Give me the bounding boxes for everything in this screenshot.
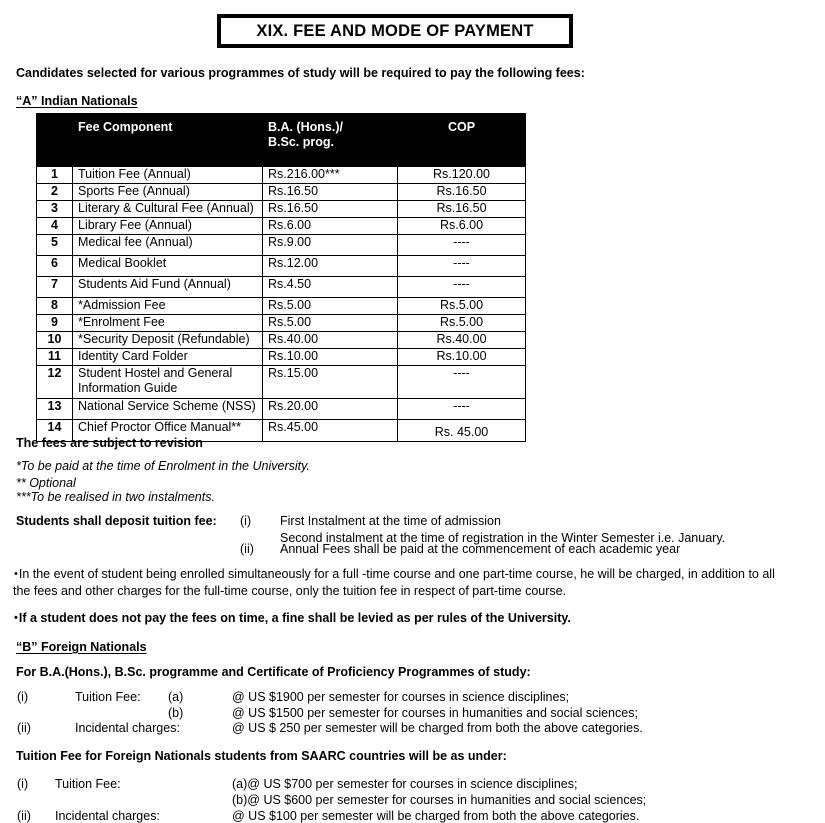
table-row bbox=[37, 315, 526, 332]
cell-ba: Rs.5.00 bbox=[263, 298, 398, 315]
cell-serial: 12 bbox=[37, 366, 73, 399]
table-row bbox=[37, 366, 526, 399]
cell-component: Medical Booklet bbox=[73, 256, 263, 277]
saarc-heading: Tuition Fee for Foreign Nationals students from SAARC countries will be as under: bbox=[16, 749, 507, 763]
deposit-item-ii-line1: Annual Fees shall be paid at the commencement of each academic year bbox=[280, 542, 681, 556]
cell-component: *Admission Fee bbox=[73, 298, 263, 315]
cell-component: Identity Card Folder bbox=[73, 349, 263, 366]
header-cop: COP bbox=[398, 114, 526, 167]
cell-cop: ---- bbox=[398, 366, 526, 399]
cell-cop: Rs.10.00 bbox=[398, 349, 526, 366]
cell-serial: 2 bbox=[37, 184, 73, 201]
note-star-three: ***To be realised in two instalments. bbox=[16, 490, 215, 504]
foreign-row2-label: Incidental charges: bbox=[75, 721, 180, 735]
section-b-heading: “B” Foreign Nationals bbox=[16, 640, 147, 654]
table-row bbox=[37, 349, 526, 366]
table-row bbox=[37, 218, 526, 235]
table-row bbox=[37, 201, 526, 218]
table-row bbox=[37, 167, 526, 184]
cell-ba: Rs.5.00 bbox=[263, 315, 398, 332]
cell-cop: Rs.5.00 bbox=[398, 298, 526, 315]
bullet-dot-icon: • bbox=[14, 612, 18, 625]
table-row bbox=[37, 399, 526, 420]
deposit-label: Students shall deposit tuition fee: bbox=[16, 514, 217, 528]
cell-component: Sports Fee (Annual) bbox=[73, 184, 263, 201]
cell-ba: Rs.20.00 bbox=[263, 399, 398, 420]
cell-serial: 8 bbox=[37, 298, 73, 315]
cell-cop: Rs.16.50 bbox=[398, 184, 526, 201]
note-star-one: *To be paid at the time of Enrolment in the University. bbox=[16, 459, 310, 473]
cell-ba: Rs.4.50 bbox=[263, 277, 398, 298]
foreign-row1-marker: (i) bbox=[17, 690, 29, 704]
saarc-row2-text: @ US $100 per semester will be charged from both the above categories. bbox=[232, 809, 640, 823]
cell-serial: 11 bbox=[37, 349, 73, 366]
cell-cop: Rs.16.50 bbox=[398, 201, 526, 218]
cell-serial: 7 bbox=[37, 277, 73, 298]
cell-ba: Rs.45.00 bbox=[263, 420, 398, 442]
cell-serial: 14 bbox=[37, 420, 73, 442]
bullet-two-text: If a student does not pay the fees on time, a fine shall be levied as per rules of the University. bbox=[18, 611, 571, 625]
cell-cop: Rs.5.00 bbox=[398, 315, 526, 332]
cell-ba: Rs.10.00 bbox=[263, 349, 398, 366]
cell-component: Chief Proctor Office Manual** bbox=[73, 420, 263, 442]
table-row bbox=[37, 235, 526, 256]
deposit-item-i-line2: Second instalment at the time of registration in the Winter Semester i.e. January. bbox=[280, 531, 726, 545]
cell-cop: Rs.6.00 bbox=[398, 218, 526, 235]
cell-component: Students Aid Fund (Annual) bbox=[73, 277, 263, 298]
page-title-box bbox=[217, 14, 573, 48]
header-fee-component: Fee Component bbox=[73, 114, 263, 167]
table-row bbox=[37, 277, 526, 298]
bullet-item-two bbox=[14, 610, 814, 627]
cell-serial: 13 bbox=[37, 399, 73, 420]
header-ba-programme bbox=[263, 114, 398, 167]
cell-cop: ---- bbox=[398, 235, 526, 256]
foreign-row1b-text: @ US $1500 per semester for courses in humanities and social sciences; bbox=[232, 706, 638, 720]
cell-cop: Rs.120.00 bbox=[398, 167, 526, 184]
cell-cop: ---- bbox=[398, 256, 526, 277]
foreign-row1a-text: @ US $1900 per semester for courses in science disciplines; bbox=[232, 690, 570, 704]
table-header-row bbox=[37, 114, 526, 167]
cell-ba: Rs.15.00 bbox=[263, 366, 398, 399]
foreign-row1a-marker: (a) bbox=[168, 690, 184, 704]
cell-cop: Rs.40.00 bbox=[398, 332, 526, 349]
cell-serial: 3 bbox=[37, 201, 73, 218]
saarc-row1-marker: (i) bbox=[17, 777, 29, 791]
page-title: XIX. FEE AND MODE OF PAYMENT bbox=[256, 21, 534, 40]
cell-cop: Rs. 45.00 bbox=[398, 420, 526, 442]
foreign-row1b-marker: (b) bbox=[168, 706, 184, 720]
header-ba-line2: B.Sc. prog. bbox=[268, 135, 334, 149]
deposit-item-i-marker: (i) bbox=[240, 514, 252, 528]
deposit-item-i-line1: First Instalment at the time of admission bbox=[280, 514, 501, 528]
bullet-one-line1: In the event of student being enrolled simultaneously for a full -time course and one part-time course, he will be charged, in addition to all bbox=[18, 567, 775, 581]
fee-table bbox=[36, 113, 526, 442]
cell-component: *Enrolment Fee bbox=[73, 315, 263, 332]
saarc-row2-marker: (ii) bbox=[17, 809, 31, 823]
table-row bbox=[37, 298, 526, 315]
note-fees-revision: The fees are subject to revision bbox=[16, 436, 203, 450]
cell-serial: 5 bbox=[37, 235, 73, 256]
cell-ba: Rs.40.00 bbox=[263, 332, 398, 349]
cell-serial: 4 bbox=[37, 218, 73, 235]
cell-serial: 10 bbox=[37, 332, 73, 349]
header-serial bbox=[37, 114, 73, 167]
foreign-row2-text: @ US $ 250 per semester will be charged from both the above categories. bbox=[232, 721, 643, 735]
cell-component: *Security Deposit (Refundable) bbox=[73, 332, 263, 349]
cell-ba: Rs.16.50 bbox=[263, 201, 398, 218]
cell-component: National Service Scheme (NSS) bbox=[73, 399, 263, 420]
foreign-row2-marker: (ii) bbox=[17, 721, 31, 735]
cell-ba: Rs.6.00 bbox=[263, 218, 398, 235]
header-ba-line1: B.A. (Hons.)/ bbox=[268, 120, 343, 134]
cell-component: Literary & Cultural Fee (Annual) bbox=[73, 201, 263, 218]
saarc-row1b-text: (b)@ US $600 per semester for courses in humanities and social sciences; bbox=[232, 793, 647, 807]
cell-ba: Rs.12.00 bbox=[263, 256, 398, 277]
deposit-item-ii-marker: (ii) bbox=[240, 542, 254, 556]
cell-cop: ---- bbox=[398, 399, 526, 420]
foreign-row1-label: Tuition Fee: bbox=[75, 690, 141, 704]
section-b-subheading: For B.A.(Hons.), B.Sc. programme and Certificate of Proficiency Programmes of study: bbox=[16, 665, 531, 679]
cell-component: Student Hostel and General Information Guide bbox=[73, 366, 263, 399]
saarc-row1-label: Tuition Fee: bbox=[55, 777, 121, 791]
table-body bbox=[37, 167, 526, 442]
cell-serial: 1 bbox=[37, 167, 73, 184]
table-row bbox=[37, 184, 526, 201]
table-row bbox=[37, 256, 526, 277]
intro-text: Candidates selected for various programmes of study will be required to pay the following fees: bbox=[16, 66, 585, 80]
note-star-two: ** Optional bbox=[16, 476, 76, 490]
cell-component: Tuition Fee (Annual) bbox=[73, 167, 263, 184]
section-a-heading: “A” Indian Nationals bbox=[16, 94, 138, 108]
table-row bbox=[37, 332, 526, 349]
saarc-row2-label: Incidental charges: bbox=[55, 809, 160, 823]
cell-serial: 6 bbox=[37, 256, 73, 277]
cell-component: Library Fee (Annual) bbox=[73, 218, 263, 235]
cell-component: Medical fee (Annual) bbox=[73, 235, 263, 256]
bullet-dot-icon: • bbox=[14, 568, 18, 581]
bullet-one-line2: the fees and other charges for the full-time course, only the tuition fee in respect of part-time course. bbox=[13, 584, 567, 599]
cell-ba: Rs.16.50 bbox=[263, 184, 398, 201]
cell-ba: Rs.216.00*** bbox=[263, 167, 398, 184]
cell-ba: Rs.9.00 bbox=[263, 235, 398, 256]
saarc-row1a-text: (a)@ US $700 per semester for courses in science disciplines; bbox=[232, 777, 578, 791]
cell-serial: 9 bbox=[37, 315, 73, 332]
cell-cop: ---- bbox=[398, 277, 526, 298]
bullet-item-one bbox=[14, 566, 814, 600]
